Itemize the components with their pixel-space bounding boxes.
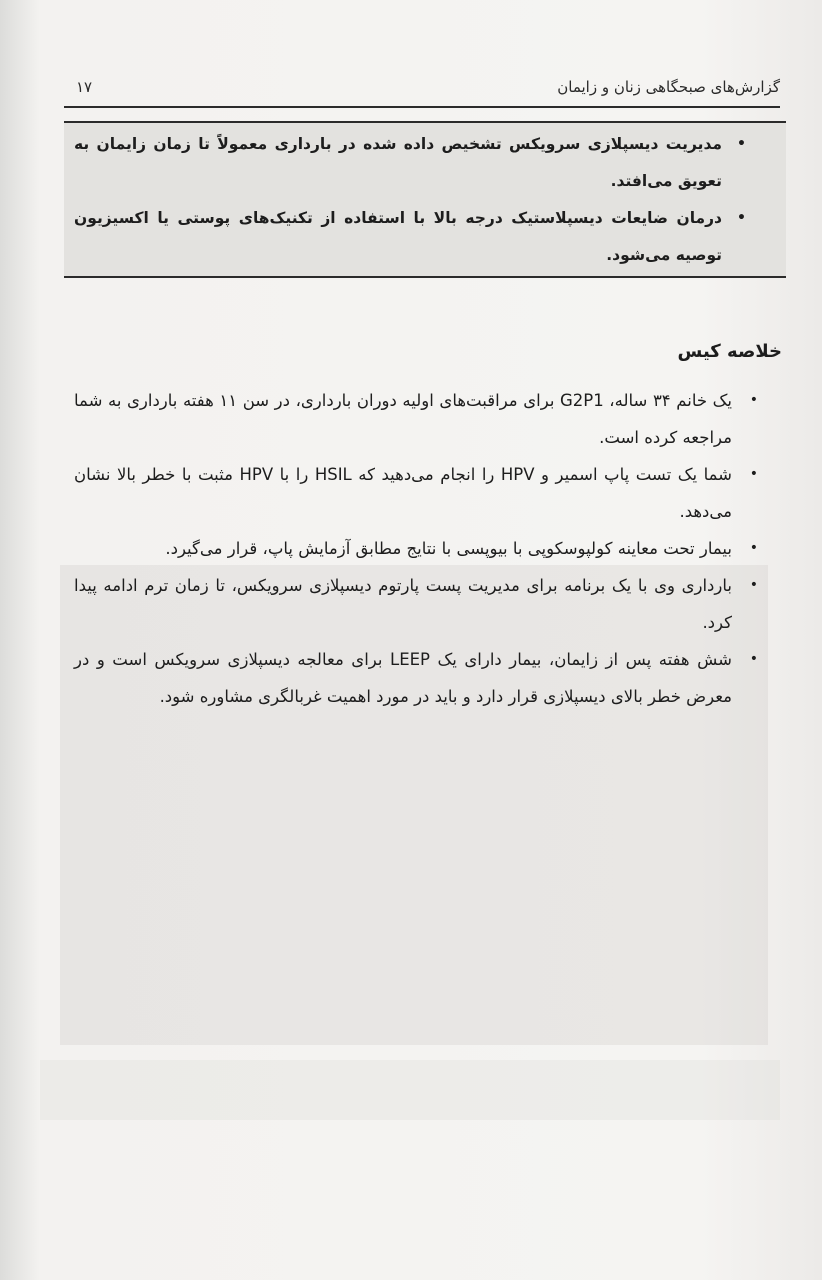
bullet-icon: • [749,392,758,408]
header-rule [64,106,780,108]
bullet-icon: • [749,466,758,482]
list-item [74,641,758,715]
list-item-text: بیمار تحت معاینه کولپوسکوپی با بیوپسی با نتایج مطابق آزمایش پاپ، قرار می‌گیرد. [165,539,732,558]
running-title: گزارش‌های صبحگاهی زنان و زایمان [557,78,780,96]
case-summary-section [64,330,786,715]
list-item [74,382,758,456]
list-item-text: یک خانم ۳۴ ساله، G2P1 برای مراقبت‌های اولیه دوران بارداری، در سن ۱۱ هفته بارداری به شما مراجعه کرده است. [74,391,732,447]
key-points-box [64,123,786,276]
box-bottom-rule [64,276,786,278]
list-item [74,126,746,200]
list-item-text: بارداری وی با یک برنامه برای مدیریت پست پارتوم دیسپلازی سرویکس، تا زمان ترم ادامه پیدا کرد. [74,576,732,632]
bullet-icon: • [737,210,746,226]
page-number: ۱۷ [76,78,93,96]
page-header [64,78,780,108]
case-summary-list [64,382,786,715]
section-title: خلاصه کیس [677,341,782,362]
bullet-icon: • [749,540,758,556]
bullet-icon: • [749,577,758,593]
bullet-icon: • [737,136,746,152]
key-points-list [74,126,746,274]
list-item [74,456,758,530]
list-item [74,530,758,567]
list-item-text: شش هفته پس از زایمان، بیمار دارای یک LEEP برای معالجه دیسپلازی سرویکس است و در معرض خطر بالای دیسپلازی قرار دارد و باید در مورد اهمیت غربالگری مشاوره شود. [74,650,732,706]
list-item-text: شما یک تست پاپ اسمیر و HPV را انجام می‌دهید که HSIL را با HPV مثبت با خطر بالا نشان می‌دهد. [74,465,732,521]
bullet-icon: • [749,651,758,667]
list-item-text: مدیریت دیسپلازی سرویکس تشخیص داده شده در بارداری معمولاً تا زمان زایمان به تعویق می‌افتد. [74,135,722,190]
list-item [74,200,746,274]
list-item [74,567,758,641]
bleed-through-shadow-bottom [40,1060,780,1120]
list-item-text: درمان ضایعات دیسپلاستیک درجه بالا با استفاده از تکنیک‌های پوستی یا اکسیزیون توصیه می‌شود. [74,209,722,264]
